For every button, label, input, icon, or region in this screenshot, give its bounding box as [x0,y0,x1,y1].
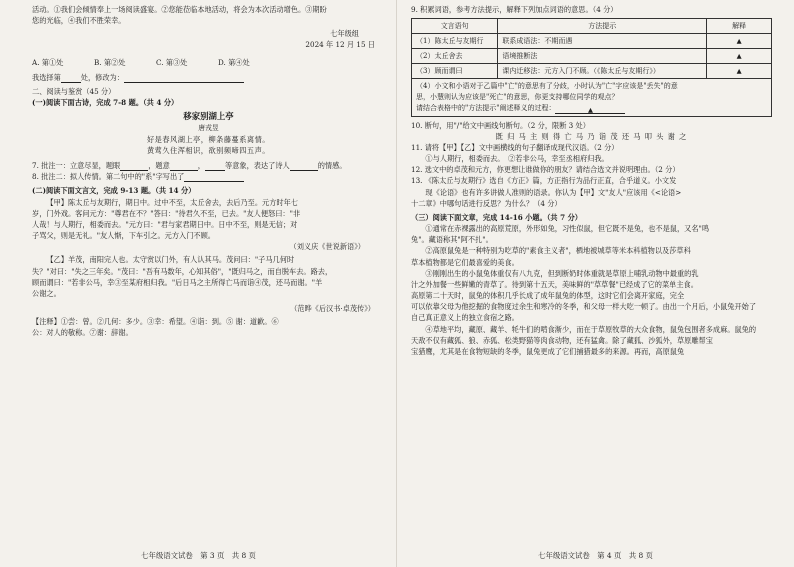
essay-line: 汁之外加餐一些鲜嫩的青草了。待到第十五天，美味鲜的"草草餐"已经成了它的菜单主食。 [411,279,698,289]
question-13-line: 现《论语》也有许多讲做人准则的语录。你认为【甲】文"友人"应该用《<论语> [425,187,682,197]
question-8 [32,171,385,182]
choice-c[interactable]: C. 第③处 [156,57,188,67]
page-4 [397,0,794,567]
table-header: 解释 [707,19,772,34]
answer-cell[interactable]: ▲ [707,34,772,49]
q9-4-prompt: 请结合表格中的"方法提示"阐述释义的过程： [416,103,556,112]
blank[interactable] [205,162,225,171]
essay-line: 天敌不仅有藏狐、狼、赤狐、松类野猫等肉食动物，还有猛禽。除了藏狐、沙狐外，草原雕帮宝 [411,335,713,345]
q10-sentence: 既 归 马 主 则 得 亡 马 乃 诣 茂 还 马 叩 头 谢 之 [495,131,688,141]
answer-cell[interactable]: ▲ [707,49,772,64]
blank[interactable] [290,162,318,171]
question-9: 9. 积累词语，参考方法提示，解释下列加点词语的意思。（4 分） [411,5,618,14]
poem-title: 移家别湖上亭 [183,111,234,122]
q7-mid: ，题意 [148,161,170,171]
table-header-row [412,19,772,34]
poem-author: 唐戎昱 [198,124,219,133]
table-cell: 语境推断法 [498,49,707,64]
q11-b: ②若非公马，幸至丞相府归我。 [508,154,609,164]
q7-tail: 的情感。 [317,161,347,171]
answer-cell[interactable]: ▲ [707,64,772,79]
essay-line: ②高原鼠兔是一种特别为吃草的"素食主义者"，栖地被城草等米本科植物以及莎草科 [425,246,691,256]
section-two-title: 二、阅读与鉴赏（45 分） [32,86,116,96]
question-10: 10. 断句，用"/"给文中画线句断句。（2 分，限断 3 处） [411,120,590,130]
choice-d[interactable]: D. 第④处 [218,57,250,67]
answer-marker: ▲ [587,105,593,114]
intro-line: 您的光临，④我们不胜荣幸。 [32,16,126,26]
table-cell: 课内迁移法：元方入门不顾。（《陈太丘与友期行》） [498,64,707,79]
page-footer: 七年级语文试卷 第 3 页 共 8 页 [141,550,256,560]
source-b: （范晔《后汉书·卓茂传》） [290,303,375,313]
essay-line: 兔"。藏语称其"阿不扎"。 [411,235,493,245]
q7-end: 等意象，表达了诗人 [225,161,290,171]
signature: 七年级组 [330,29,359,39]
question-11: 11. 请将【甲】【乙】文中画横线的句子翻译成现代汉语。（2 分） [411,143,619,152]
table-row [412,64,772,79]
source-a: （刘义庆《世说新语》） [289,242,365,252]
passage-a-line: 岁，门外戏。客问元方："尊君在不？"答曰："待君久不至，已去。"友人便怒曰："非 [32,208,301,218]
q11-item [411,153,772,164]
blank[interactable] [124,74,244,83]
part-three-title: （三）阅读下面文章，完成 14-16 小题。（共 7 分） [411,212,582,222]
q9-4-line [416,103,767,114]
passage-b-line: 顾而谓曰："若非公马，幸③至某府相归我。"后日马之主所得亡马而诣④茂，还马而谢。"羊 [32,277,323,287]
table-cell: （2）太丘舍去 [412,49,498,64]
passage-b-line: 失？"对曰："失之三年矣。"茂曰："吾有马数年，心知其俗"，"既归马之，而自脱车去。路去， [32,266,333,276]
essay-line: ③刚刚出生的小鼠兔体重仅有八九克，但到断奶时体重就是草原上哺乳动物中最重的乳 [425,268,699,278]
blank[interactable] [170,162,198,171]
q8-text: 8. 批注二：拟人传情。第二句中的"系"字写出了 [32,172,185,182]
q7-mid2: ， [197,161,205,171]
notes-line: 公：对人的敬称。⑦谢：辞谢。 [32,328,133,338]
table-cell: 联系成语法：不期而遇 [498,34,707,49]
part-one-title: (一)阅读下面古诗，完成 7-8 题。（共 4 分） [32,98,179,108]
choice-b[interactable]: B. 第②处 [94,57,126,67]
q7-text: 7. 批注一：立意尽显，题眼 [32,161,121,171]
essay-line: 宝猎鹰，尤其是在食物短缺的冬季，鼠兔更成了它们捕猎最多的来源。再而，高原鼠兔 [411,346,685,356]
essay-line: 草本植物都是它们最喜爱的美食。 [411,257,519,267]
blank[interactable] [61,74,81,83]
question-13-line: 十二章》中哪句话进行反思？为什么？（4 分） [411,198,562,208]
q9-4-line: （4）小文和小语对于乙篇中"亡"的意思有了分歧，小时认为"亡"字应该是"丢失"的意 [416,82,678,91]
passage-b-line: 【乙】羊茂，南阳完人也。太守赏以门外，有人认其马。茂问曰："子马几何时 [46,255,295,265]
q11-a: ①与人期行，相委而去。 [425,154,501,164]
poem-line: 好是春风湖上亭，柳条藤蔓系离情。 [146,134,270,144]
part-two-title: (二)阅读下面文言文，完成 9-13 题。（共 14 分） [32,186,196,196]
q9-4-box [411,79,772,117]
essay-line: 高原第二十天时，鼠兔的体积几乎长成了成年鼠兔的体型，这时它们会离开家庭，完全 [411,291,685,301]
table-row [412,49,772,64]
passage-a-line: 【甲】陈太丘与友期行，期日中。过中不至，太丘舍去，去后乃至。元方时年七 [46,197,298,207]
table-row [412,34,772,49]
choice-options [32,57,385,68]
table-cell: （1）陈太丘与友期行 [412,34,498,49]
table-header: 方法提示 [498,19,707,34]
q9-4-line: 思，小慧则认为应该是"死亡"的意思，你更支持哪位同学的观点？ [416,93,619,101]
essay-line: 自己真正意义上的独立食宿之路。 [411,313,519,323]
date: 2024 年 12 月 15 日 [305,40,375,50]
method-table [411,18,772,79]
passage-a-line: 人哉！与人期行，相委而去。"元方曰："君与家君期日中。日中不至，则是无信；对 [32,219,298,229]
blank[interactable] [184,173,244,182]
question-12: 12. 选文中的卓茂和元方，你更想让谁做你的朋友？请结合选文并说明理由。（2 分） [411,165,680,175]
answer-blank[interactable] [555,105,625,114]
table-header: 文言语句 [412,19,498,34]
poem-line: 黄莺久住浑相识，欲别频啼四五声。 [146,145,270,155]
page-footer: 七年级语文试卷 第 4 页 共 8 页 [538,550,653,560]
passage-b-line: 公谢之。 [32,288,61,298]
notes-line: 【注释】①尝：曾。②几何：多少。③幸：希望。④诣：到。⑤ 谢：道歉。⑥ [32,317,279,327]
choice-a[interactable]: A. 第①处 [32,57,64,67]
passage-a-line: 子骂父，则是无礼。"友人惭，下车引之。元方入门不顾。 [32,231,215,241]
question-7 [32,160,385,171]
fix-line [32,72,385,83]
fix-mid: 处，修改为： [80,72,124,82]
essay-line: ④草地平均，藏原、藏羊、牦牛们的啃食渐少，而在于草原牧草的大众食物，鼠兔包围者多成麻。鼠兔的 [425,324,757,334]
fix-prompt: 我选择第 [32,72,61,82]
blank[interactable] [120,162,148,171]
intro-line: 活动。①我们会倾情奉上一场阅读盛宴。②您能莅临本地活动，将会为本次活动增色。③期盼 [32,5,327,14]
essay-line: ①通常在赤裸露出的高原荒原，外形如兔，习性似鼠，但它既不是兔，也不是鼠，又名"鸣 [425,224,710,234]
question-13: 13. 《陈太丘与友期行》选自《方正》篇，方正指行为品行正直，合乎道义。小文发 [411,176,677,186]
table-cell: （3）顾而谓曰 [412,64,498,79]
essay-line: 可以依靠父母为他挖掘的食物度过余生和寒冷的冬季，和父母一样大吃一顿了。由出一个月后，小鼠兔开始了 [411,302,757,312]
